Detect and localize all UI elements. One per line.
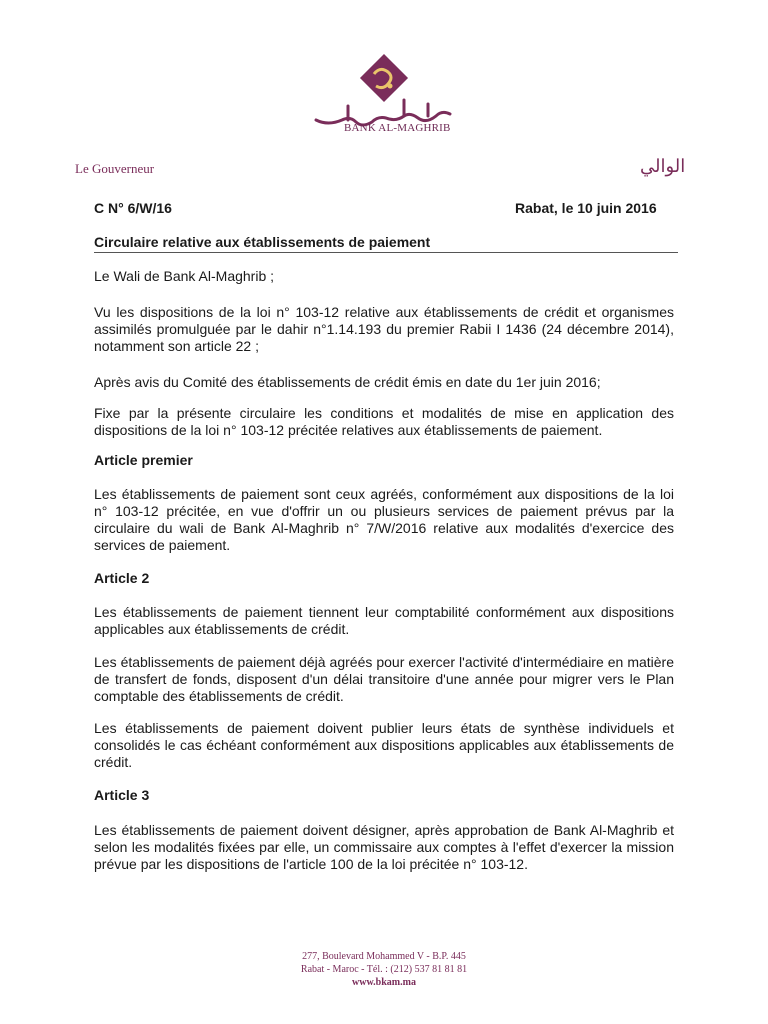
salutation: Le Wali de Bank Al-Maghrib ; (94, 268, 275, 284)
circular-reference: C N° 6/W/16 (94, 200, 172, 216)
paragraph-fixe: Fixe par la présente circulaire les conditions et modalités de mise en application des dispositions de la loi n° 103-12 précitée relatives aux établissements de paiement. (94, 405, 674, 438)
article-1-paragraph: Les établissements de paiement sont ceux agréés, conformément aux dispositions de la loi n° 103-12 précitée, en vue d'offrir un ou plusieurs services de paiement prévus par la circulaire du wali de Bank Al-Maghrib n° 7/W/2016 relative aux modalités d'exercice des services de paiement. (94, 486, 674, 553)
place-date: Rabat, le 10 juin 2016 (515, 200, 657, 216)
paragraph-apres-avis: Après avis du Comité des établissements de crédit émis en date du 1er juin 2016; (94, 374, 601, 390)
footer-website: www.bkam.ma (352, 977, 416, 988)
footer-address (0, 950, 768, 989)
paragraph-vu: Vu les dispositions de la loi n° 103-12 relative aux établissements de crédit et organismes assimilés promulguée par le dahir n°1.14.193 du premier Rabii I 1436 (24 décembre 2014), notamment son article 22 ; (94, 304, 674, 354)
gouverneur-label: Le Gouverneur (75, 161, 155, 176)
bank-name-latin: BANK AL-MAGHRIB (344, 122, 451, 134)
footer-address-line-1: 277, Boulevard Mohammed V - B.P. 445 (302, 951, 466, 962)
article-2-paragraph-3: Les établissements de paiement doivent publier leurs états de synthèse individuels et consolidés le cas échéant conformément aux dispositions applicables aux établissements de crédit. (94, 720, 674, 770)
article-3-paragraph: Les établissements de paiement doivent désigner, après approbation de Bank Al-Maghrib et selon les modalités fixées par elle, un commissaire aux comptes à l'effet d'exercer la mission prévue par les dispositions de l'article 100 de la loi précitée n° 103-12. (94, 822, 674, 872)
article-2-paragraph-1: Les établissements de paiement tiennent leur comptabilité conformément aux dispositions applicables aux établissements de crédit. (94, 604, 674, 637)
subject-line: Circulaire relative aux établissements de paiement (94, 234, 678, 253)
article-2-paragraph-2: Les établissements de paiement déjà agréés pour exercer l'activité d'intermédiaire en matière de transfert de fonds, disposent d'un délai transitoire d'une année pour migrer vers le Plan comptable des établissements de crédit. (94, 654, 674, 704)
article-2-title: Article 2 (94, 570, 150, 586)
footer-address-line-2: Rabat - Maroc - Tél. : (212) 537 81 81 81 (300, 964, 468, 975)
article-3-title: Article 3 (94, 787, 150, 803)
article-1-title: Article premier (94, 452, 193, 468)
wali-arabic-label: الوالي (640, 156, 686, 177)
